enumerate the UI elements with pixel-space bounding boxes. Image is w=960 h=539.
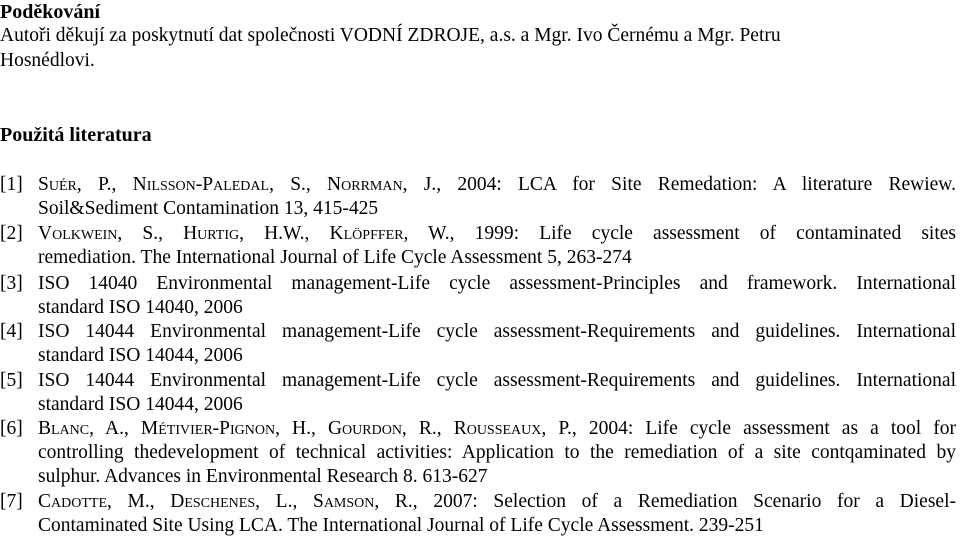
reference-details: , 2004: Life cycle assessment as a tool for <box>571 418 956 439</box>
reference-continuation: standard ISO 14044, 2006 <box>38 345 243 366</box>
reference-number: [1] <box>0 174 23 195</box>
reference-text: ISO 14044 Environmental management-Life cycle assessment-Requirements and guidelines. International <box>38 370 956 391</box>
reference-number: [4] <box>0 321 23 342</box>
reference-continuation: Contaminated Site Using LCA. The International Journal of Life Cycle Assessment. 239-251 <box>38 515 764 536</box>
reference-details: , 2007: Selection of a Remediation Scenario for a Diesel- <box>412 491 956 512</box>
reference-details: , 2004: LCA for Site Remedation: A literature Rewiew. <box>436 174 956 195</box>
reference-details: , 1999: Life cycle assessment of contaminated sites <box>449 223 956 244</box>
reference-text <box>38 490 956 514</box>
reference-authors: Suér, P., Nilsson-Paledal, S., Norrman, J. <box>38 174 437 195</box>
reference-authors: Blanc, A., Métivier-Pignon, H., Gourdon, R., Rousseaux, P. <box>38 418 572 439</box>
reference-continuation: standard ISO 14040, 2006 <box>38 297 243 318</box>
acknowledgement-line-2: Hosnédlovi. <box>0 50 95 71</box>
reference-text: ISO 14040 Environmental management-Life cycle assessment-Principles and framework. International <box>38 273 956 294</box>
reference-authors: Volkwein, S., Hurtig, H.W., Klöpffer, W. <box>38 223 450 244</box>
reference-number: [2] <box>0 223 23 244</box>
reference-number: [3] <box>0 273 23 294</box>
reference-number: [6] <box>0 418 23 439</box>
reference-continuation: Soil&Sediment Contamination 13, 415-425 <box>38 198 379 219</box>
reference-continuation: sulphur. Advances in Environmental Research 8. 613-627 <box>38 466 488 487</box>
reference-text <box>38 222 956 246</box>
acknowledgement-line-1: Autoři děkují za poskytnutí dat společnosti VODNÍ ZDROJE, a.s. a Mgr. Ivo Černému a Mgr. Petru <box>0 25 781 46</box>
reference-number: [7] <box>0 491 23 512</box>
reference-continuation: remediation. The International Journal of Life Cycle Assessment 5, 263-274 <box>38 247 632 268</box>
reference-text: ISO 14044 Environmental management-Life cycle assessment-Requirements and guidelines. International <box>38 321 956 342</box>
reference-text <box>38 417 956 441</box>
acknowledgement-heading: Poděkování <box>0 1 101 23</box>
reference-number: [5] <box>0 370 23 391</box>
reference-text <box>38 173 956 197</box>
literature-heading: Použitá literatura <box>0 124 152 146</box>
reference-continuation: controlling thedevelopment of technical activities: Application to the remediation of a site contqaminated by <box>38 442 956 463</box>
reference-continuation: standard ISO 14044, 2006 <box>38 394 243 415</box>
reference-authors: Cadotte, M., Deschenes, L., Samson, R. <box>38 491 413 512</box>
